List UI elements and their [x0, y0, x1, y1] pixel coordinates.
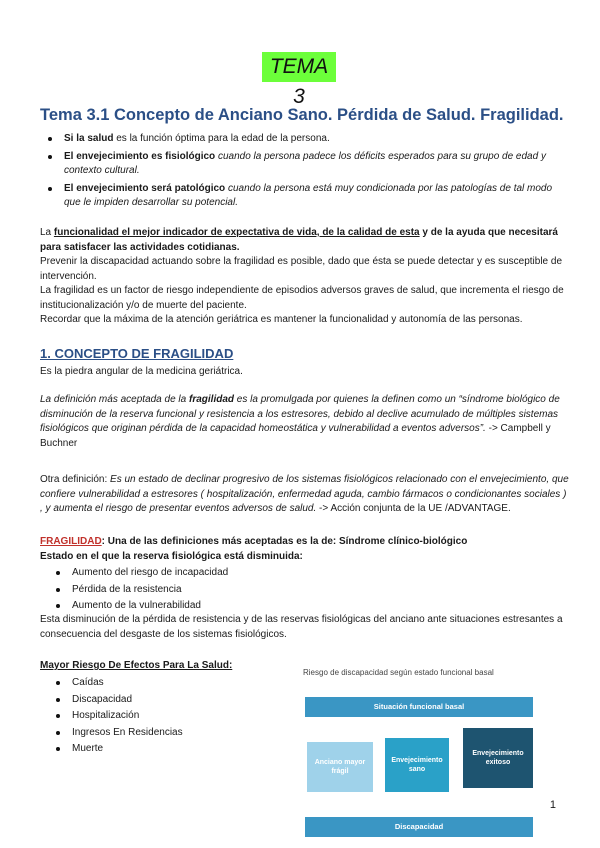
fragilidad-definition: FRAGILIDAD: Una de las definiciones más aceptadas es la de: Síndrome clínico-biológico Estado en el que la reserva fisiológica está disminuida:: [40, 536, 468, 562]
figure-box-sano: Envejecimiento sano: [385, 738, 449, 792]
figure-bottom-bar: Discapacidad: [305, 817, 533, 837]
list-item: El envejecimiento es fisiológico cuando la persona padece los déficits esperados para su grupo de edad y contexto cultural.: [40, 150, 565, 179]
section-heading: Tema 3.1 Concepto de Anciano Sano. Pérdida de Salud. Fragilidad.: [40, 106, 564, 124]
paragraph-funcionalidad: La funcionalidad el mejor indicador de expectativa de vida, de la calidad de esta y de la ayuda que necesitará para satisfacer las actividades cotidianas.: [40, 227, 558, 253]
list-item: Hospitalización: [48, 709, 268, 724]
list-item: Muerte: [48, 742, 268, 757]
list-item: Aumento de la vulnerabilidad: [48, 599, 448, 614]
list-item: Aumento del riesgo de incapacidad: [48, 566, 448, 581]
figure-box-exitoso: Envejecimiento exitoso: [463, 728, 533, 788]
riesgo-title: Mayor Riesgo De Efectos Para La Salud:: [40, 660, 233, 671]
intro-bullet-list: [40, 132, 565, 211]
fragilidad-paragraph: Esta disminución de la pérdida de resistencia y de las reservas fisiológicas del anciano ante situaciones estresantes a consecuencia del desgaste de los sistemas fisiológicos.: [40, 614, 563, 640]
page-number: 1: [549, 799, 556, 811]
list-item: Si la salud es la función óptima para la edad de la persona.: [40, 132, 565, 147]
list-item: El envejecimiento será patológico cuando la persona está muy condicionada por las patologías de tal modo que le impiden desarrollar su potencial.: [40, 182, 565, 211]
intro-paragraphs: [40, 226, 570, 328]
riesgo-list: [48, 676, 268, 757]
definition-1: La definición más aceptada de la fragilidad es la promulgada por quienes la definen como un “síndrome biológico de disminución de la reserva funcional y resistencia a los estresores, debido al declive acumulado de múltiples sistemas fisiológicos que originan pérdida de la capacidad homeostática y vulnerabilidad a eventos adversos”. -> Campbell y Buchner: [40, 394, 560, 449]
document-title: TEMA 3: [262, 52, 336, 82]
concept-heading: 1. CONCEPTO DE FRAGILIDAD: [40, 346, 234, 361]
definition-2: Otra definición: Es un estado de declinar progresivo de los sistemas fisiológicos relacionado con el envejecimiento, que confiere vulnerabilidad a estresores ( hospitalización, enfermedad aguda, cambio fármacos o condicionantes sociales ) , y aumenta el riesgo de presentar eventos adversos de salud. -> Acción conjunta de la UE /ADVANTAGE.: [40, 474, 569, 514]
concept-intro: Es la piedra angular de la medicina geriátrica.: [40, 366, 243, 377]
list-item: Pérdida de la resistencia: [48, 583, 448, 598]
list-item: Caídas: [48, 676, 268, 691]
paragraph-recordar: Recordar que la máxima de la atención geriátrica es mantener la funcionalidad y autonomía de las personas.: [40, 314, 523, 325]
figure-title: Riesgo de discapacidad según estado funcional basal: [303, 668, 494, 677]
figure-box-fragil: Anciano mayor frágil: [307, 742, 373, 792]
list-item: Discapacidad: [48, 693, 268, 708]
list-item: Ingresos En Residencias: [48, 726, 268, 741]
fragilidad-list: [48, 566, 448, 614]
figure-top-bar: Situación funcional basal: [305, 697, 533, 717]
paragraph-riesgo: La fragilidad es un factor de riesgo independiente de episodios adversos graves de salud, que incrementa el riesgo de institucionalización y/o de muerte del paciente.: [40, 285, 564, 311]
paragraph-prevenir: Prevenir la discapacidad actuando sobre la fragilidad es posible, dado que ésta se puede detectar y es susceptible de intervención.: [40, 256, 563, 282]
